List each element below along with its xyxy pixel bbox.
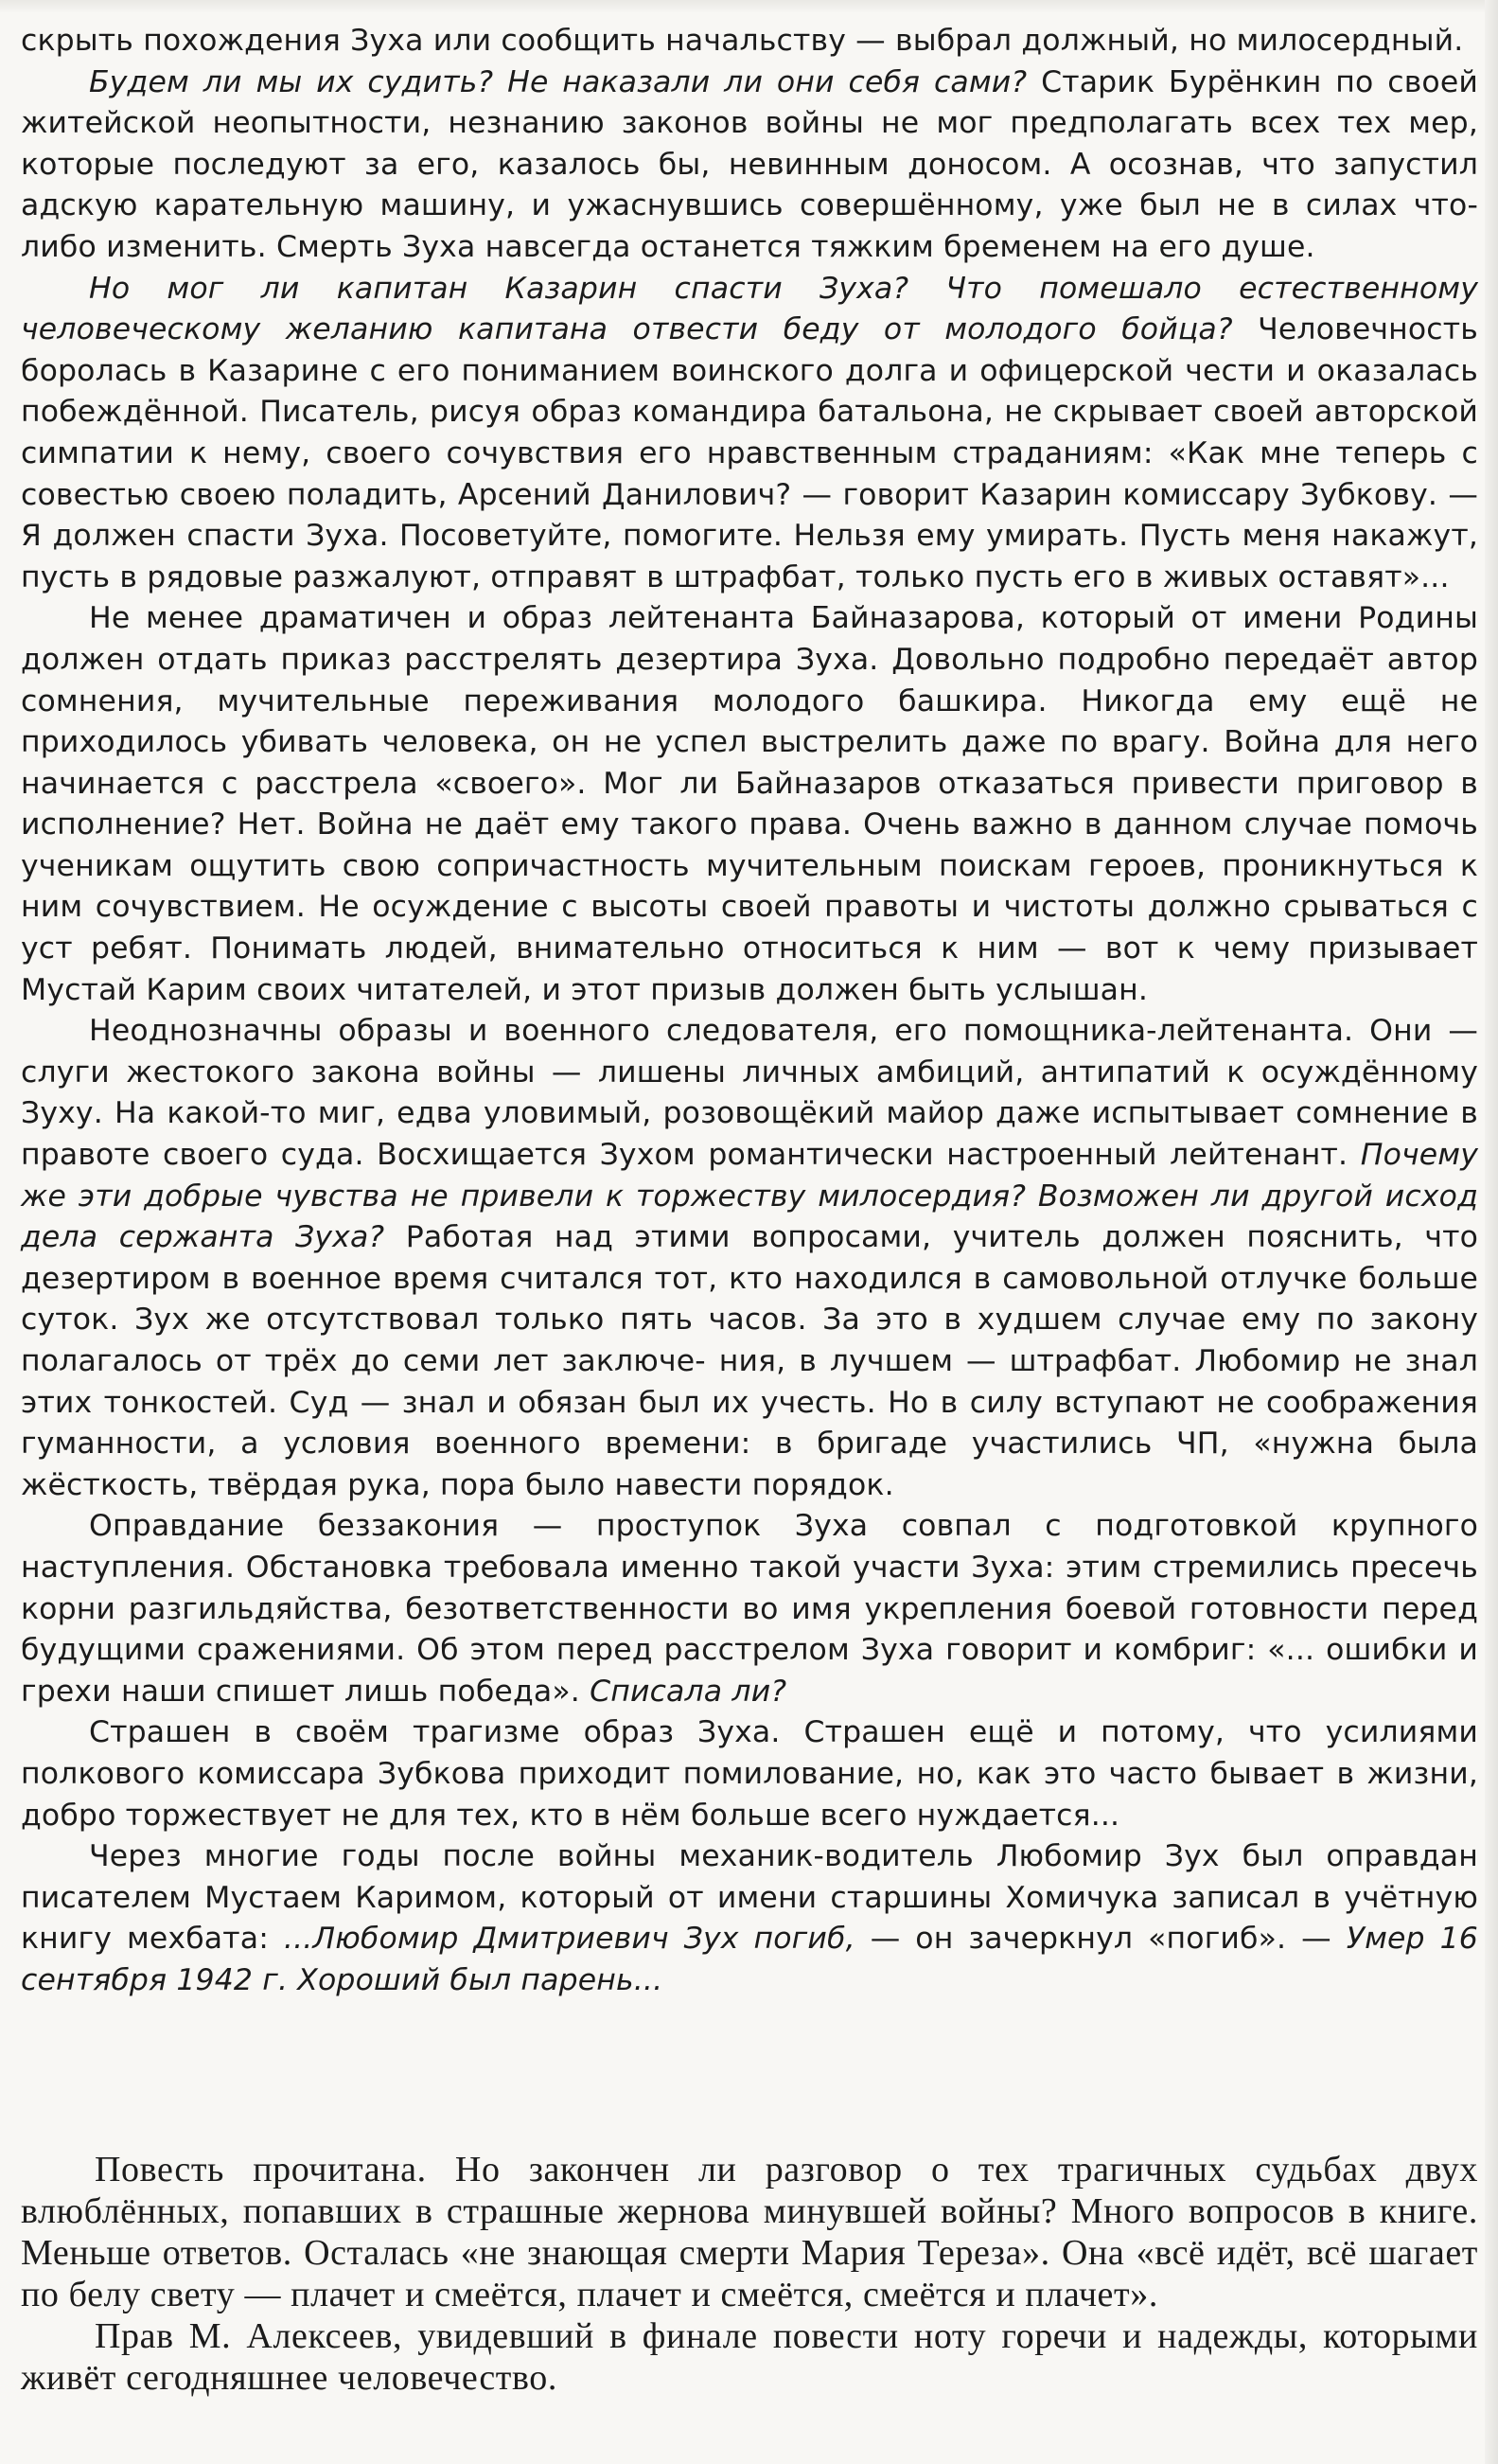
italic-question-text: Будем ли мы их судить? Не наказали ли они себя сами? <box>89 64 1028 99</box>
italic-question-text: Списала ли? <box>590 1674 787 1709</box>
italic-question-text: Но мог ли капитан Казарин спасти Зуха? Что помешало естественному человеческому желанию капитана отвести беду от молодого бойца? <box>21 271 1478 347</box>
page-top-edge <box>0 0 1498 13</box>
article-paragraph <box>21 269 1478 599</box>
page-right-edge <box>1485 0 1498 2464</box>
paragraph-text: Неоднозначны образы и военного следователя, его помощника-лейтенанта. Они — слуги жестокого закона войны — лишены личных амбиций, антипатий к осуждённому Зуху. На какой-то миг, едва уловимый, розовощёкий майор даже испытывает сомнение в правоте своего суда. Восхищается Зухом романтически настроенный лейтенант. <box>21 1014 1478 1173</box>
article-paragraph <box>21 1836 1478 2001</box>
paragraph-text: Не менее драматичен и образ лейтенанта Байназарова, который от имени Родины должен отдать приказ расстрелять дезертира Зуха. Довольно подробно передаёт автор сомнения, мучительные переживания молодого башкира. Никогда ему ещё не приходилось убивать человека, он не успел выстрелить даже по врагу. Война для него начинается с расстрела «своего». Мог ли Байназаров отказаться привести приговор в исполнение? Нет. Война не даёт ему такого права. Очень важно в данном случае помочь ученикам ощутить свою сопричастность мучительным поискам героев, проникнуться к ним сочувствием. Не осуждение с высоты своей правоты и чистоты должно срываться с уст ребят. Понимать людей, внимательно относиться к ним — вот к чему призывает Мустай Карим своих читателей, и этот призыв должен быть услышан. <box>21 601 1478 1007</box>
paragraph-text: Через многие годы после войны механик-водитель Любомир Зух был оправдан писателем Мустаем Каримом, который от имени старшины Хомичука записал в учётную книгу мехбата: <box>21 1839 1478 1957</box>
article-paragraph <box>21 1712 1478 1836</box>
article-conclusion <box>21 2149 1478 2399</box>
paragraph-text: Оправдание беззакония — проступок Зуха совпал с подготовкой крупного наступления. Обстановка требовала именно такой участи Зуха: этим стремились пресечь корни разгильдяйства, безответственности во имя укрепления боевой готовности перед будущими сражениями. Об этом перед расстрелом Зуха говорит и комбриг: «... ошибки и грехи наши спишет лишь победа». <box>21 1509 1478 1709</box>
paragraph-text: — он зачеркнул «погиб». — <box>855 1922 1347 1957</box>
article-paragraph <box>21 62 1478 269</box>
paragraph-text: Старик Бурёнкин по своей житейской неопытности, незнанию законов войны не мог предполагать всех тех мер, которые последуют за его, казалось бы, невинным доносом. А осознав, что запустил адскую карательную машину, и ужаснувшись совершённому, уже был не в силах что-либо изменить. Смерть Зуха навсегда останется тяжким бременем на его душе. <box>21 64 1478 264</box>
article-body <box>21 21 1478 2002</box>
paragraph-text: скрыть похождения Зуха или сообщить начальству — выбрал должный, но милосердный. <box>21 24 1464 58</box>
conclusion-paragraph: Повесть прочитана. Но закончен ли разговор о тех трагичных судьбах двух влюблённых, попавших в страшные жернова минувшей войны? Много вопросов в книге. Меньше ответов. Осталась «не знающая смерти Мария Тереза». Она «всё идёт, всё шагает по белу свету — плачет и смеётся, плачет и смеётся, смеётся и плачет». <box>21 2150 1478 2314</box>
article-paragraph <box>21 1506 1478 1712</box>
article-paragraph <box>21 21 1478 62</box>
paragraph-text: Работая над этими вопросами, учитель должен пояснить, что дезертиром в военное время считался тот, кто находился в самовольной отлучке больше суток. Зух же отсутствовал только пять часов. За это в худшем случае ему по закону полагалось от трёх до семи лет заключе- ния, в лучшем — штрафбат. Любомир не знал этих тонкостей. Суд — знал и обязан был их учесть. Но в силу вступают не соображения гуманности, а условия военного времени: в бригаде участились ЧП, «нужна была жёсткость, твёрдая рука, пора было навести порядок. <box>21 1220 1478 1502</box>
italic-question-text: ...Любомир Дмитриевич Зух погиб, <box>283 1922 855 1957</box>
article-paragraph <box>21 598 1478 1011</box>
paragraph-text: Страшен в своём трагизме образ Зуха. Страшен ещё и потому, что усилиями полкового комиссара Зубкова приходит помилование, но, как это часто бывает в жизни, добро торжествует не для тех, кто в нём больше всего нуждается... <box>21 1715 1478 1833</box>
conclusion-paragraph: Прав М. Алексеев, увидевший в финале повести ноту горечи и надежды, которыми живёт сегодняшнее человечество. <box>21 2316 1478 2398</box>
paragraph-text: Человечность боролась в Казарине с его пониманием воинского долга и офицерской чести и оказалась побеждённой. Писатель, рисуя образ командира батальона, не скрывает своей авторской симпатии к нему, своего сочувствия его нравственным страданиям: «Как мне теперь с совестью своею поладить, Арсений Данилович? — говорит Казарин комиссару Зубкову. — Я должен спасти Зуха. Посоветуйте, помогите. Нельзя ему умирать. Пусть меня накажут, пусть в рядовые разжалуют, отправят в штрафбат, только пусть его в живых оставят»... <box>21 312 1478 594</box>
italic-question-text: Почему же эти добрые чувства не привели к торжеству милосердия? Возможен ли другой исход дела сержанта Зуха? <box>21 1138 1478 1255</box>
article-paragraph <box>21 1011 1478 1506</box>
italic-question-text: Умер 16 сентября 1942 г. Хороший был парень... <box>21 1922 1478 1997</box>
